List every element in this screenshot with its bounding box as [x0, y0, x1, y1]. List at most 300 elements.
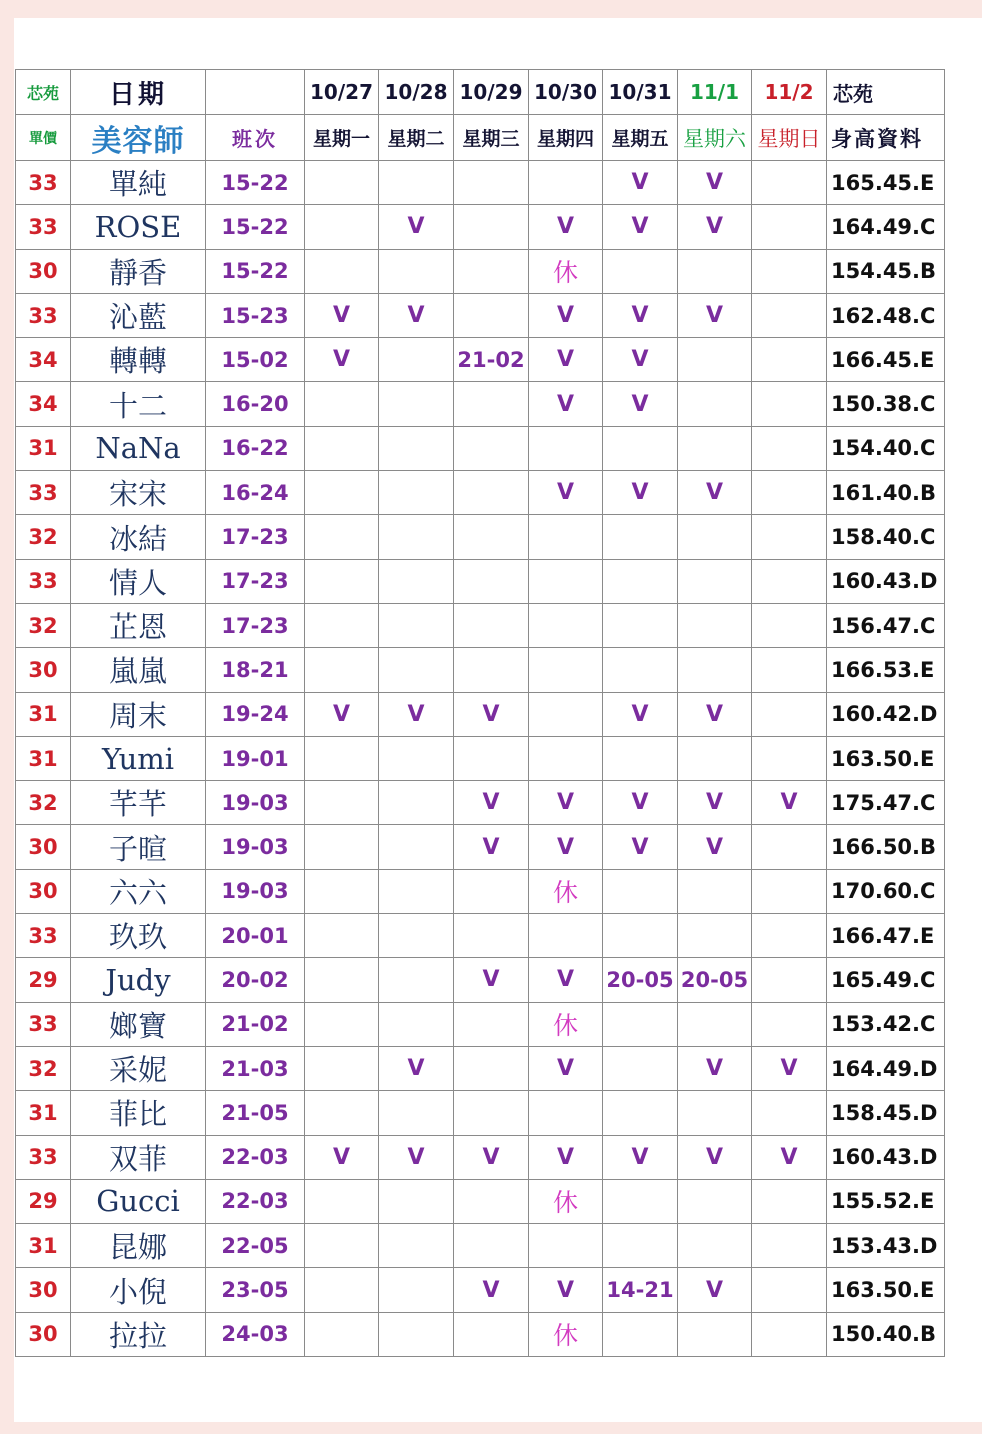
day-cell [305, 1179, 379, 1223]
height-info: 153.43.D [827, 1224, 945, 1268]
day-cell [603, 1046, 678, 1090]
day-cell [529, 914, 603, 958]
day-cell [678, 1179, 752, 1223]
day-cell [603, 736, 678, 780]
weekday-mon: 星期一 [305, 115, 379, 161]
table-row [16, 736, 945, 780]
unit-price: 33 [16, 161, 71, 205]
day-cell: V [379, 205, 454, 249]
shift-time: 16-24 [206, 471, 305, 515]
day-cell: 休 [529, 869, 603, 913]
day-cell [752, 293, 827, 337]
unit-price: 31 [16, 692, 71, 736]
day-cell: V [752, 1135, 827, 1179]
height-info: 158.45.D [827, 1091, 945, 1135]
day-cell [752, 1312, 827, 1356]
unit-price: 30 [16, 1312, 71, 1356]
day-cell [454, 736, 529, 780]
day-cell [379, 958, 454, 1002]
beautician-label: 美容師 [71, 115, 206, 161]
unit-price: 30 [16, 825, 71, 869]
unit-price: 29 [16, 958, 71, 1002]
brand-right: 芯苑 [827, 70, 945, 115]
table-row [16, 1268, 945, 1312]
shift-time: 22-05 [206, 1224, 305, 1268]
beautician-name: 采妮 [71, 1046, 206, 1090]
date-tue: 10/28 [379, 70, 454, 115]
date-label: 日期 [71, 70, 206, 115]
day-cell [678, 1091, 752, 1135]
day-cell [454, 648, 529, 692]
beautician-name: 双菲 [71, 1135, 206, 1179]
weekday-tue: 星期二 [379, 115, 454, 161]
height-info: 165.49.C [827, 958, 945, 1002]
height-info: 164.49.C [827, 205, 945, 249]
day-cell [305, 559, 379, 603]
day-cell [678, 249, 752, 293]
table-row [16, 914, 945, 958]
height-info: 160.42.D [827, 692, 945, 736]
height-info: 163.50.E [827, 1268, 945, 1312]
shift-time: 15-22 [206, 249, 305, 293]
day-cell [752, 161, 827, 205]
table-row [16, 869, 945, 913]
shift-time: 15-22 [206, 205, 305, 249]
height-info: 155.52.E [827, 1179, 945, 1223]
table-row [16, 1002, 945, 1046]
day-cell [678, 603, 752, 647]
table-row [16, 958, 945, 1002]
table-row [16, 1224, 945, 1268]
day-cell [305, 161, 379, 205]
day-cell: 休 [529, 1179, 603, 1223]
unit-price: 32 [16, 515, 71, 559]
table-row [16, 781, 945, 825]
height-info: 161.40.B [827, 471, 945, 515]
day-cell: V [603, 825, 678, 869]
day-cell [305, 382, 379, 426]
day-cell [379, 249, 454, 293]
beautician-name: 嵐嵐 [71, 648, 206, 692]
day-cell: V [678, 471, 752, 515]
day-cell [752, 1091, 827, 1135]
unit-price: 33 [16, 914, 71, 958]
day-cell [752, 869, 827, 913]
day-cell: V [529, 781, 603, 825]
shift-time: 21-05 [206, 1091, 305, 1135]
day-cell: V [603, 471, 678, 515]
day-cell [752, 382, 827, 426]
beautician-name: 昆娜 [71, 1224, 206, 1268]
day-cell [603, 559, 678, 603]
day-cell: V [454, 958, 529, 1002]
day-cell [379, 869, 454, 913]
height-info: 160.43.D [827, 559, 945, 603]
shift-time: 17-23 [206, 603, 305, 647]
day-cell: V [678, 293, 752, 337]
shift-time: 15-23 [206, 293, 305, 337]
shift-time: 17-23 [206, 559, 305, 603]
day-cell [529, 559, 603, 603]
day-cell [379, 825, 454, 869]
unit-price: 33 [16, 1135, 71, 1179]
table-row [16, 471, 945, 515]
day-cell: V [454, 1268, 529, 1312]
day-cell [305, 1046, 379, 1090]
shift-time: 19-01 [206, 736, 305, 780]
day-cell [603, 914, 678, 958]
day-cell [678, 559, 752, 603]
unit-price: 32 [16, 1046, 71, 1090]
day-cell [305, 1268, 379, 1312]
day-cell [454, 914, 529, 958]
day-cell [305, 471, 379, 515]
day-cell: V [678, 205, 752, 249]
day-cell [305, 781, 379, 825]
height-info: 166.47.E [827, 914, 945, 958]
day-cell: V [603, 205, 678, 249]
day-cell [529, 1224, 603, 1268]
day-cell [454, 426, 529, 470]
shift-time: 15-02 [206, 338, 305, 382]
day-cell [379, 736, 454, 780]
day-cell [379, 426, 454, 470]
table-row [16, 1091, 945, 1135]
day-cell [529, 736, 603, 780]
day-cell [305, 914, 379, 958]
day-cell [379, 1002, 454, 1046]
day-cell [379, 1268, 454, 1312]
unit-price: 33 [16, 293, 71, 337]
beautician-name: 玖玖 [71, 914, 206, 958]
day-cell: V [529, 338, 603, 382]
day-cell: V [678, 825, 752, 869]
day-cell: V [603, 1135, 678, 1179]
shift-time: 24-03 [206, 1312, 305, 1356]
shift-time: 17-23 [206, 515, 305, 559]
height-label: 身高資料 [827, 115, 945, 161]
day-cell [678, 648, 752, 692]
unit-price: 30 [16, 869, 71, 913]
weekday-sun: 星期日 [752, 115, 827, 161]
table-row [16, 692, 945, 736]
beautician-name: 芷恩 [71, 603, 206, 647]
day-cell [379, 515, 454, 559]
unit-price: 34 [16, 338, 71, 382]
day-cell: V [603, 338, 678, 382]
day-cell [752, 559, 827, 603]
day-cell [752, 1224, 827, 1268]
day-cell [752, 736, 827, 780]
header-empty-cell [206, 70, 305, 115]
shift-time: 21-03 [206, 1046, 305, 1090]
day-cell: V [529, 825, 603, 869]
day-cell [379, 559, 454, 603]
day-cell: V [529, 958, 603, 1002]
day-cell [454, 293, 529, 337]
day-cell [752, 648, 827, 692]
day-cell: 休 [529, 1002, 603, 1046]
shift-time: 20-02 [206, 958, 305, 1002]
day-cell [305, 426, 379, 470]
unit-price: 32 [16, 603, 71, 647]
day-cell [305, 736, 379, 780]
table-row [16, 825, 945, 869]
unit-price: 31 [16, 736, 71, 780]
day-cell [454, 1179, 529, 1223]
unit-price: 31 [16, 1091, 71, 1135]
unit-price-label: 單價 [16, 115, 71, 161]
table-row [16, 1135, 945, 1179]
table-row [16, 1046, 945, 1090]
table-row [16, 338, 945, 382]
unit-price: 30 [16, 249, 71, 293]
day-cell: V [752, 781, 827, 825]
weekday-thu: 星期四 [529, 115, 603, 161]
day-cell: V [454, 825, 529, 869]
day-cell [603, 869, 678, 913]
day-cell [305, 603, 379, 647]
date-thu: 10/30 [529, 70, 603, 115]
day-cell [678, 736, 752, 780]
day-cell [454, 382, 529, 426]
day-cell [603, 249, 678, 293]
height-info: 150.40.B [827, 1312, 945, 1356]
day-cell: V [603, 293, 678, 337]
day-cell [752, 426, 827, 470]
day-cell [603, 1179, 678, 1223]
date-sun: 11/2 [752, 70, 827, 115]
shift-time: 21-02 [206, 1002, 305, 1046]
day-cell [529, 603, 603, 647]
shift-time: 19-24 [206, 692, 305, 736]
day-cell [379, 1179, 454, 1223]
day-cell [529, 1091, 603, 1135]
beautician-name: 子暄 [71, 825, 206, 869]
beautician-name: Yumi [71, 736, 206, 780]
height-info: 166.50.B [827, 825, 945, 869]
height-info: 154.45.B [827, 249, 945, 293]
day-cell [678, 1224, 752, 1268]
day-cell [454, 515, 529, 559]
height-info: 160.43.D [827, 1135, 945, 1179]
day-cell: V [678, 1268, 752, 1312]
day-cell [305, 205, 379, 249]
day-cell: V [305, 1135, 379, 1179]
day-cell [678, 515, 752, 559]
day-cell [603, 1312, 678, 1356]
shift-time: 23-05 [206, 1268, 305, 1312]
date-mon: 10/27 [305, 70, 379, 115]
day-cell [305, 1091, 379, 1135]
day-cell [454, 603, 529, 647]
day-cell [603, 515, 678, 559]
beautician-name: 十二 [71, 382, 206, 426]
day-cell: V [454, 1135, 529, 1179]
height-info: 170.60.C [827, 869, 945, 913]
day-cell [529, 648, 603, 692]
day-cell [379, 648, 454, 692]
beautician-name: 冰結 [71, 515, 206, 559]
day-cell [379, 382, 454, 426]
day-cell [603, 1224, 678, 1268]
day-cell [305, 1312, 379, 1356]
day-cell [379, 1091, 454, 1135]
day-cell [678, 869, 752, 913]
day-cell [454, 205, 529, 249]
table-row [16, 603, 945, 647]
table-row [16, 1179, 945, 1223]
beautician-name: 轉轉 [71, 338, 206, 382]
beautician-name: 情人 [71, 559, 206, 603]
day-cell [752, 692, 827, 736]
day-cell: V [603, 781, 678, 825]
day-cell: V [603, 692, 678, 736]
day-cell [603, 603, 678, 647]
day-cell [379, 914, 454, 958]
day-cell [305, 648, 379, 692]
beautician-name: 宋宋 [71, 471, 206, 515]
beautician-name: 靜香 [71, 249, 206, 293]
day-cell [454, 161, 529, 205]
day-cell: V [678, 692, 752, 736]
unit-price: 30 [16, 648, 71, 692]
day-cell [603, 426, 678, 470]
day-cell: V [379, 692, 454, 736]
day-cell: V [379, 293, 454, 337]
unit-price: 29 [16, 1179, 71, 1223]
beautician-name: 拉拉 [71, 1312, 206, 1356]
height-info: 166.53.E [827, 648, 945, 692]
shift-time: 16-20 [206, 382, 305, 426]
beautician-name: 菲比 [71, 1091, 206, 1135]
day-cell [678, 1002, 752, 1046]
day-cell [603, 648, 678, 692]
table-row [16, 648, 945, 692]
date-wed: 10/29 [454, 70, 529, 115]
height-info: 175.47.C [827, 781, 945, 825]
day-cell [379, 161, 454, 205]
unit-price: 32 [16, 781, 71, 825]
height-info: 154.40.C [827, 426, 945, 470]
day-cell [379, 1224, 454, 1268]
unit-price: 33 [16, 471, 71, 515]
day-cell [454, 1091, 529, 1135]
shift-time: 19-03 [206, 825, 305, 869]
shift-time: 20-01 [206, 914, 305, 958]
day-cell: V [454, 692, 529, 736]
day-cell [454, 1224, 529, 1268]
table-row [16, 205, 945, 249]
shift-label: 班次 [206, 115, 305, 161]
beautician-name: 嫏寶 [71, 1002, 206, 1046]
date-fri: 10/31 [603, 70, 678, 115]
shift-time: 15-22 [206, 161, 305, 205]
day-cell [678, 382, 752, 426]
day-cell [529, 515, 603, 559]
day-cell: V [379, 1046, 454, 1090]
unit-price: 33 [16, 559, 71, 603]
day-cell [379, 338, 454, 382]
beautician-name: 沁藍 [71, 293, 206, 337]
day-cell [305, 825, 379, 869]
day-cell [454, 1046, 529, 1090]
height-info: 162.48.C [827, 293, 945, 337]
height-info: 150.38.C [827, 382, 945, 426]
day-cell [454, 1312, 529, 1356]
day-cell [305, 869, 379, 913]
day-cell: V [379, 1135, 454, 1179]
day-cell [454, 869, 529, 913]
day-cell: 休 [529, 1312, 603, 1356]
brand-left: 芯苑 [16, 70, 71, 115]
table-row [16, 559, 945, 603]
day-cell: V [529, 1135, 603, 1179]
table-row [16, 515, 945, 559]
day-cell [752, 249, 827, 293]
table-row [16, 1312, 945, 1356]
shift-time: 19-03 [206, 781, 305, 825]
weekday-fri: 星期五 [603, 115, 678, 161]
day-cell: V [529, 293, 603, 337]
day-cell [678, 338, 752, 382]
weekday-sat: 星期六 [678, 115, 752, 161]
day-cell [379, 471, 454, 515]
day-cell: V [529, 471, 603, 515]
day-cell [752, 958, 827, 1002]
day-cell: V [305, 692, 379, 736]
day-cell [678, 914, 752, 958]
day-cell [529, 426, 603, 470]
day-cell: 20-05 [603, 958, 678, 1002]
unit-price: 31 [16, 426, 71, 470]
day-cell [379, 603, 454, 647]
height-info: 153.42.C [827, 1002, 945, 1046]
beautician-name: 六六 [71, 869, 206, 913]
unit-price: 34 [16, 382, 71, 426]
table-row [16, 293, 945, 337]
day-cell [454, 249, 529, 293]
day-cell [752, 1002, 827, 1046]
shift-time: 22-03 [206, 1179, 305, 1223]
day-cell: 21-02 [454, 338, 529, 382]
day-cell: V [678, 781, 752, 825]
day-cell: V [603, 382, 678, 426]
day-cell [678, 1312, 752, 1356]
beautician-name: 單純 [71, 161, 206, 205]
day-cell [305, 1002, 379, 1046]
day-cell [752, 205, 827, 249]
beautician-name: Judy [71, 958, 206, 1002]
day-cell [752, 515, 827, 559]
day-cell [379, 781, 454, 825]
unit-price: 31 [16, 1224, 71, 1268]
table-row [16, 161, 945, 205]
day-cell [305, 958, 379, 1002]
day-cell: V [678, 161, 752, 205]
shift-time: 19-03 [206, 869, 305, 913]
day-cell: V [678, 1046, 752, 1090]
day-cell: V [603, 161, 678, 205]
beautician-name: 小倪 [71, 1268, 206, 1312]
day-cell [305, 1224, 379, 1268]
day-cell [379, 1312, 454, 1356]
day-cell [752, 471, 827, 515]
day-cell [678, 426, 752, 470]
day-cell: V [454, 781, 529, 825]
day-cell [752, 825, 827, 869]
day-cell: V [305, 293, 379, 337]
